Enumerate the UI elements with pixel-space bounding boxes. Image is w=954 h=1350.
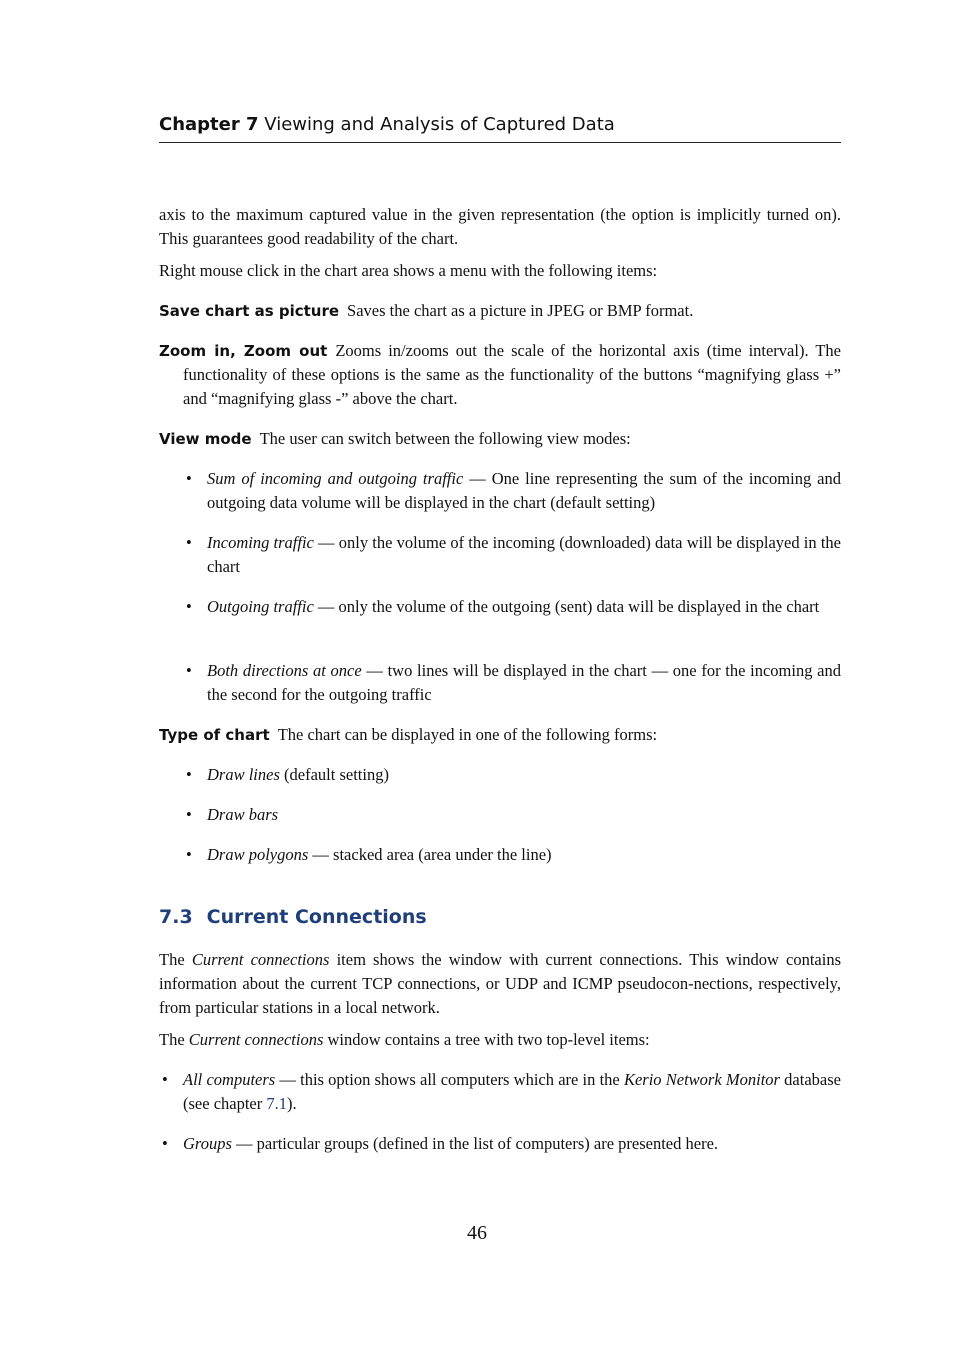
chapter-label: Chapter 7 (159, 114, 259, 135)
bullet-icon: • (186, 661, 192, 680)
list-item: • Sum of incoming and outgoing traffic — One line representing the sum of the incoming and outgoing data volume will be displayed in the chart (default setting) (186, 469, 841, 512)
running-header (159, 114, 841, 143)
definition-term: Save chart as picture (159, 302, 340, 320)
chapter-title: Viewing and Analysis of Captured Data (264, 114, 615, 135)
section-number: 7.3 (159, 906, 193, 928)
definition-text: Zooms in/zooms out the scale of the horizontal axis (time interval). The functionality of these options is the same as the functionality of the buttons “magnifying glass +” and “magnifying glass -” above the chart. (183, 341, 841, 408)
bullet-icon: • (186, 765, 192, 784)
bullet-icon: • (186, 469, 192, 488)
intro-paragraph-1: axis to the maximum captured value in the given representation (the option is implicitly turned on). This guarantees good readability of the chart. (159, 205, 841, 248)
intro-paragraph-2: Right mouse click in the chart area shows a menu with the following items: (159, 261, 658, 280)
list-item: • All computers — this option shows all computers which are in the Kerio Network Monitor database (see chapter 7.1). (162, 1070, 841, 1113)
definition-text: The user can switch between the following view modes: (259, 429, 631, 448)
list-item: • Draw bars (207, 803, 841, 827)
list-item: • Draw lines (default setting) (207, 763, 841, 787)
bullet-icon: • (186, 805, 192, 824)
definition-text: The chart can be displayed in one of the following forms: (277, 725, 658, 744)
bullet-icon: • (162, 1070, 168, 1089)
bullet-icon: • (162, 1134, 168, 1153)
section-paragraph-1: The Current connections item shows the window with current connections. This window contains information about the current TCP connections, or UDP and ICMP pseudocon-nections, respectively, from particular stations in a local network. (159, 950, 842, 1017)
definition-type-of-chart (159, 723, 841, 747)
section-paragraph-2: The Current connections window contains a tree with two top-level items: (159, 1030, 650, 1049)
definition-save-chart (159, 299, 841, 323)
definition-term: Type of chart (159, 726, 270, 744)
list-item: • Both directions at once — two lines will be displayed in the chart — one for the incoming and the second for the outgoing traffic (186, 661, 841, 704)
bullet-icon: • (186, 597, 192, 616)
section-heading (159, 906, 427, 928)
bullet-icon: • (186, 533, 192, 552)
definition-text: Saves the chart as a picture in JPEG or BMP format. (347, 301, 694, 320)
definition-zoom (159, 339, 841, 411)
section-title: Current Connections (206, 906, 427, 928)
list-item: • Outgoing traffic — only the volume of the outgoing (sent) data will be displayed in the chart (207, 595, 841, 619)
definition-term: View mode (159, 430, 252, 448)
definition-term: Zoom in, Zoom out (159, 342, 328, 360)
list-item: • Draw polygons — stacked area (area under the line) (207, 843, 841, 867)
list-item: • Incoming traffic — only the volume of the incoming (downloaded) data will be displayed in the chart (186, 533, 841, 576)
page-number: 46 (467, 1222, 487, 1244)
definition-view-mode (159, 427, 841, 451)
bullet-icon: • (186, 845, 192, 864)
chapter-link[interactable]: 7.1 (266, 1094, 287, 1113)
list-item: • Groups — particular groups (defined in the list of computers) are presented here. (183, 1132, 841, 1156)
